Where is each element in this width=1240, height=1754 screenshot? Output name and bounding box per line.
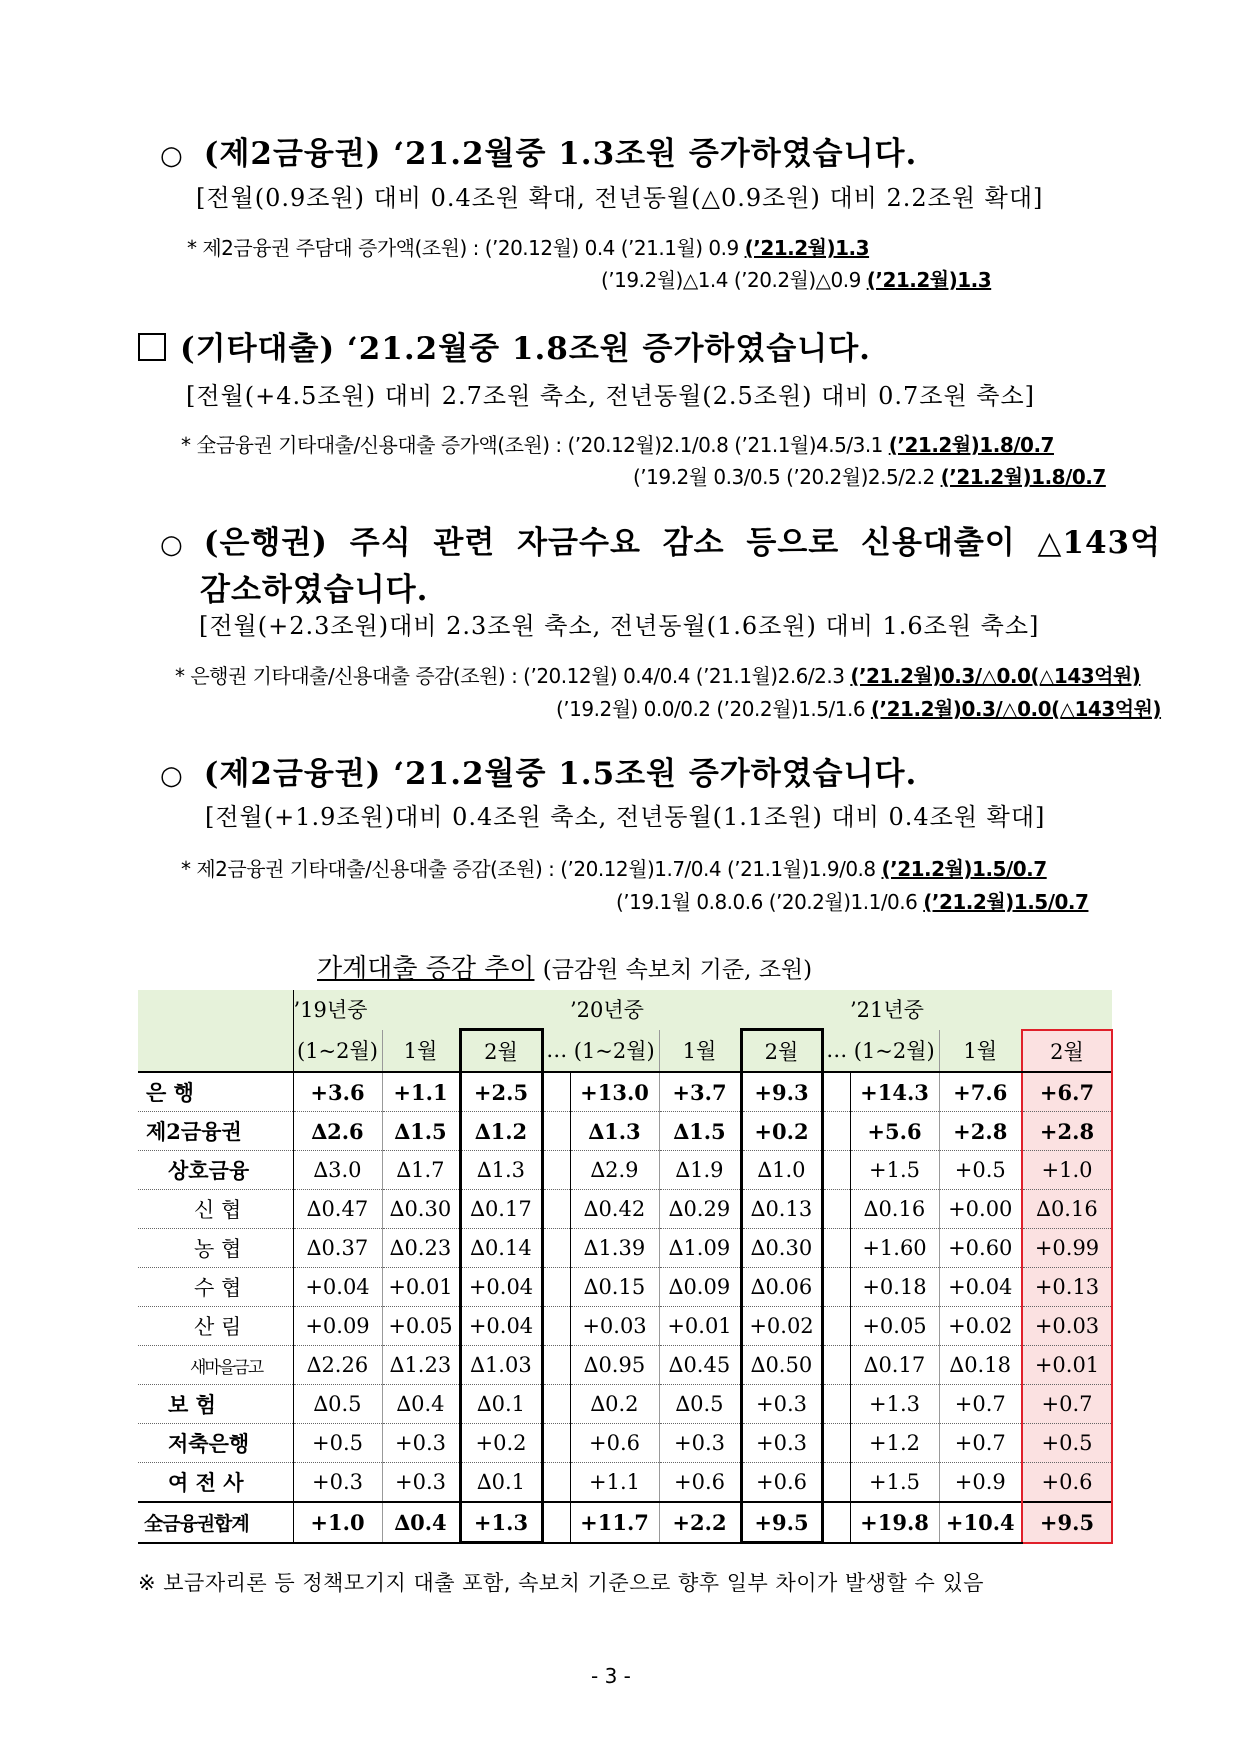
table-cell: +0.05 bbox=[382, 1307, 460, 1346]
table-cell: +0.04 bbox=[293, 1268, 382, 1307]
table-cell: +9.5 bbox=[1022, 1502, 1112, 1543]
gap-cell bbox=[822, 1463, 850, 1503]
note-text: (’19.2월) 0.0/0.2 (’20.2월)1.5/1.6 bbox=[556, 697, 871, 721]
gap-cell bbox=[822, 1385, 850, 1424]
header-feb-highlight: 2월 bbox=[1022, 1030, 1112, 1073]
table-cell: ∆0.2 bbox=[570, 1385, 659, 1424]
row-label: 보 험 bbox=[138, 1385, 293, 1424]
table-cell: +0.01 bbox=[659, 1307, 741, 1346]
table-cell: +10.4 bbox=[939, 1502, 1022, 1543]
table-cell: +0.2 bbox=[460, 1424, 542, 1463]
row-label: 全금융권합계 bbox=[138, 1502, 293, 1543]
table-cell: ∆3.0 bbox=[293, 1151, 382, 1190]
row-label: 저축은행 bbox=[138, 1424, 293, 1463]
gap-cell bbox=[822, 1268, 850, 1307]
section-heading: (제2금융권) ‘21.2월중 1.5조원 증가 bbox=[203, 756, 751, 792]
table-cell: +0.7 bbox=[939, 1424, 1022, 1463]
table-cell: ∆0.17 bbox=[850, 1346, 939, 1385]
table-cell: ∆0.14 bbox=[460, 1229, 542, 1268]
gap-cell bbox=[542, 1151, 570, 1190]
household-loan-table bbox=[138, 990, 1113, 1544]
table-cell: ∆0.13 bbox=[741, 1190, 822, 1229]
row-label: 제2금융권 bbox=[138, 1112, 293, 1151]
section-heading: (은행권) 주식 관련 자금수요 감소 등으로 신용대출이 △143억 bbox=[203, 525, 1162, 561]
gap-cell bbox=[822, 1190, 850, 1229]
gap-cell bbox=[542, 1385, 570, 1424]
section-2nd-finance-mortgage bbox=[160, 128, 917, 173]
section-note-line1 bbox=[175, 660, 1140, 689]
note-highlight: (’21.2월)1.8/0.7 bbox=[888, 433, 1054, 457]
section-note-line2 bbox=[601, 264, 991, 293]
table-cell: ∆0.4 bbox=[382, 1385, 460, 1424]
gap-cell bbox=[542, 1112, 570, 1151]
row-label: 수 협 bbox=[138, 1268, 293, 1307]
table-cell: ∆0.5 bbox=[659, 1385, 741, 1424]
table-cell: ∆1.5 bbox=[659, 1112, 741, 1151]
table-cell: ∆0.4 bbox=[382, 1502, 460, 1543]
note-text: (’19.2월)△1.4 (’20.2월)△0.9 bbox=[601, 268, 867, 292]
table-cell: +0.04 bbox=[460, 1268, 542, 1307]
header-feb: 2월 bbox=[741, 1030, 822, 1073]
table-cell: +0.3 bbox=[741, 1385, 822, 1424]
table-cell: +0.5 bbox=[1022, 1424, 1112, 1463]
table-cell: ∆0.29 bbox=[659, 1190, 741, 1229]
table-row bbox=[138, 1307, 1112, 1346]
header-period: (1~2월) bbox=[850, 1030, 939, 1073]
table-body bbox=[138, 1072, 1112, 1543]
note-text: * 全금융권 기타대출/신용대출 증가액(조원) : (’20.12월)2.1/0.8 (’21.1월)4.5/3.1 bbox=[181, 433, 889, 457]
table-row bbox=[138, 1190, 1112, 1229]
section-heading-tail: 하였습니다. bbox=[750, 756, 918, 792]
note-text: * 제2금융권 기타대출/신용대출 증감(조원) : (’20.12월)1.7/0.4 (’21.1월)1.9/0.8 bbox=[181, 857, 882, 881]
table-cell: +0.03 bbox=[570, 1307, 659, 1346]
bullet-circle: ○ bbox=[160, 141, 183, 171]
header-ellipsis: … bbox=[822, 1030, 850, 1073]
table-cell: ∆1.09 bbox=[659, 1229, 741, 1268]
table-cell: ∆2.26 bbox=[293, 1346, 382, 1385]
section-note-line2 bbox=[616, 886, 1088, 915]
table-cell: ∆0.15 bbox=[570, 1268, 659, 1307]
bullet-circle: ○ bbox=[160, 530, 183, 560]
header-group-2019: ’19년중 bbox=[293, 990, 542, 1030]
table-title-text: 가계대출 증감 추이 bbox=[317, 954, 535, 984]
header-period: (1~2월) bbox=[293, 1030, 382, 1073]
note-highlight: (’21.2월)1.5/0.7 bbox=[881, 857, 1047, 881]
table-row bbox=[138, 1229, 1112, 1268]
table-cell: +3.7 bbox=[659, 1072, 741, 1112]
table-cell: +0.5 bbox=[293, 1424, 382, 1463]
row-label: 산 림 bbox=[138, 1307, 293, 1346]
gap-cell bbox=[822, 1346, 850, 1385]
table-cell: +1.2 bbox=[850, 1424, 939, 1463]
table-cell: ∆0.16 bbox=[1022, 1190, 1112, 1229]
row-label: 새마을금고 bbox=[138, 1346, 293, 1385]
header-jan: 1월 bbox=[382, 1030, 460, 1073]
table-cell: ∆0.06 bbox=[741, 1268, 822, 1307]
table-row bbox=[138, 1385, 1112, 1424]
table-cell: +0.05 bbox=[850, 1307, 939, 1346]
table-cell: +1.3 bbox=[460, 1502, 542, 1543]
table-cell: +0.9 bbox=[939, 1463, 1022, 1503]
table-header-row1 bbox=[138, 990, 1112, 1030]
table-cell: ∆0.95 bbox=[570, 1346, 659, 1385]
table-cell: +13.0 bbox=[570, 1072, 659, 1112]
table-cell: +1.0 bbox=[1022, 1151, 1112, 1190]
gap-cell bbox=[822, 1072, 850, 1112]
footnote: ※ 보금자리론 등 정책모기지 대출 포함, 속보치 기준으로 향후 일부 차이가 발생할 수 있음 bbox=[138, 1571, 985, 1595]
table-cell: +0.6 bbox=[1022, 1463, 1112, 1503]
table-cell: +19.8 bbox=[850, 1502, 939, 1543]
section-subline: [전월(0.9조원) 대비 0.4조원 확대, 전년동월(△0.9조원) 대비 2.2조원 확대] bbox=[196, 184, 1044, 212]
table-cell: ∆0.16 bbox=[850, 1190, 939, 1229]
table-cell: +3.6 bbox=[293, 1072, 382, 1112]
note-text: (’19.1월 0.8.0.6 (’20.2월)1.1/0.6 bbox=[616, 890, 924, 914]
note-text: (’19.2월 0.3/0.5 (’20.2월)2.5/2.2 bbox=[633, 465, 941, 489]
note-text: * 제2금융권 주담대 증가액(조원) : (’20.12월) 0.4 (’21.1월) 0.9 bbox=[187, 236, 745, 260]
gap-cell bbox=[542, 1072, 570, 1112]
gap-cell bbox=[542, 1229, 570, 1268]
table-cell: +0.01 bbox=[382, 1268, 460, 1307]
section-other-loans bbox=[138, 323, 871, 368]
table-cell: +0.18 bbox=[850, 1268, 939, 1307]
table-cell: ∆1.39 bbox=[570, 1229, 659, 1268]
checkbox-square-icon bbox=[138, 333, 166, 361]
row-label: 여 전 사 bbox=[138, 1463, 293, 1503]
table-cell: ∆1.5 bbox=[382, 1112, 460, 1151]
table-cell: +0.04 bbox=[939, 1268, 1022, 1307]
table-cell: +0.6 bbox=[659, 1463, 741, 1503]
section-heading: (제2금융권) ‘21.2월중 1.3조원 증가 bbox=[203, 136, 751, 172]
header-corner bbox=[138, 990, 293, 1072]
table-unit: (금감원 속보치 기준, 조원) bbox=[542, 957, 813, 983]
table-cell: +0.04 bbox=[460, 1307, 542, 1346]
table-cell: +9.5 bbox=[741, 1502, 822, 1543]
table-cell: +14.3 bbox=[850, 1072, 939, 1112]
gap-cell bbox=[542, 1346, 570, 1385]
table-cell: ∆0.50 bbox=[741, 1346, 822, 1385]
header-gap bbox=[542, 990, 570, 1030]
gap-cell bbox=[822, 1151, 850, 1190]
table-row bbox=[138, 1463, 1112, 1503]
table-cell: +0.3 bbox=[382, 1424, 460, 1463]
table-cell: +0.02 bbox=[939, 1307, 1022, 1346]
table-cell: ∆0.45 bbox=[659, 1346, 741, 1385]
header-gap bbox=[822, 990, 850, 1030]
table-cell: +1.5 bbox=[850, 1151, 939, 1190]
note-highlight: (’21.2월)0.3/△0.0(△143억원) bbox=[870, 697, 1162, 721]
gap-cell bbox=[542, 1502, 570, 1543]
section-heading: (기타대출) ‘21.2월중 1.8조원 증가 bbox=[180, 331, 705, 367]
gap-cell bbox=[822, 1229, 850, 1268]
table-cell: ∆0.30 bbox=[382, 1190, 460, 1229]
table-cell: ∆0.30 bbox=[741, 1229, 822, 1268]
section-note-line2 bbox=[556, 693, 1161, 722]
table-cell: +0.6 bbox=[570, 1424, 659, 1463]
table-row bbox=[138, 1424, 1112, 1463]
table-cell: ∆0.37 bbox=[293, 1229, 382, 1268]
note-text: * 은행권 기타대출/신용대출 증감(조원) : (’20.12월) 0.4/0.4 (’21.1월)2.6/2.3 bbox=[175, 664, 851, 688]
table-title bbox=[317, 948, 812, 985]
gap-cell bbox=[822, 1112, 850, 1151]
table-cell: +5.6 bbox=[850, 1112, 939, 1151]
table-cell: +2.2 bbox=[659, 1502, 741, 1543]
section-subline: [전월(+2.3조원)대비 2.3조원 축소, 전년동월(1.6조원) 대비 1.6조원 축소] bbox=[199, 612, 1040, 640]
table-cell: +0.02 bbox=[741, 1307, 822, 1346]
note-highlight: (’21.2월)1.3 bbox=[866, 268, 992, 292]
table-cell: +0.7 bbox=[1022, 1385, 1112, 1424]
table-cell: +7.6 bbox=[939, 1072, 1022, 1112]
gap-cell bbox=[542, 1268, 570, 1307]
table-cell: +0.99 bbox=[1022, 1229, 1112, 1268]
header-feb: 2월 bbox=[460, 1030, 542, 1073]
table-cell: ∆1.7 bbox=[382, 1151, 460, 1190]
section-bank-credit bbox=[160, 517, 1161, 562]
table-cell: +0.5 bbox=[939, 1151, 1022, 1190]
page-number: - 3 - bbox=[591, 1664, 631, 1688]
note-highlight: (’21.2월)1.3 bbox=[744, 236, 870, 260]
table-cell: +2.8 bbox=[939, 1112, 1022, 1151]
table-cell: +1.1 bbox=[382, 1072, 460, 1112]
row-label: 신 협 bbox=[138, 1190, 293, 1229]
table-cell: +0.01 bbox=[1022, 1346, 1112, 1385]
note-highlight: (’21.2월)1.8/0.7 bbox=[940, 465, 1106, 489]
table-row bbox=[138, 1072, 1112, 1112]
table-cell: ∆1.23 bbox=[382, 1346, 460, 1385]
table-cell: +9.3 bbox=[741, 1072, 822, 1112]
note-highlight: (’21.2월)1.5/0.7 bbox=[923, 890, 1089, 914]
table-cell: +0.60 bbox=[939, 1229, 1022, 1268]
header-jan: 1월 bbox=[939, 1030, 1022, 1073]
section-note-line1 bbox=[181, 853, 1047, 882]
section-subline: [전월(+4.5조원) 대비 2.7조원 축소, 전년동월(2.5조원) 대비 0.7조원 축소] bbox=[186, 382, 1036, 410]
table-cell: ∆0.18 bbox=[939, 1346, 1022, 1385]
table-cell: ∆1.3 bbox=[570, 1112, 659, 1151]
table-cell: +1.1 bbox=[570, 1463, 659, 1503]
header-period: (1~2월) bbox=[570, 1030, 659, 1073]
table-cell: +0.3 bbox=[293, 1463, 382, 1503]
section-heading-line2: 감소하였습니다. bbox=[200, 572, 429, 608]
table-cell: +0.03 bbox=[1022, 1307, 1112, 1346]
table-cell: +0.3 bbox=[382, 1463, 460, 1503]
table-cell: +0.09 bbox=[293, 1307, 382, 1346]
bullet-circle: ○ bbox=[160, 761, 183, 791]
table-row bbox=[138, 1346, 1112, 1385]
table-cell: +11.7 bbox=[570, 1502, 659, 1543]
table-cell: ∆2.6 bbox=[293, 1112, 382, 1151]
row-label: 은 행 bbox=[138, 1072, 293, 1112]
table-cell: +6.7 bbox=[1022, 1072, 1112, 1112]
table-cell: +0.00 bbox=[939, 1190, 1022, 1229]
section-heading-tail: 하였습니다. bbox=[704, 331, 871, 367]
section-subline: [전월(+1.9조원)대비 0.4조원 축소, 전년동월(1.1조원) 대비 0.4조원 확대] bbox=[205, 803, 1046, 831]
table-cell: +0.2 bbox=[741, 1112, 822, 1151]
section-heading-tail: 하였습니다. bbox=[750, 136, 918, 172]
row-label: 농 협 bbox=[138, 1229, 293, 1268]
table-cell: ∆1.3 bbox=[460, 1151, 542, 1190]
header-group-2021: ’21년중 bbox=[850, 990, 1112, 1030]
table-row bbox=[138, 1268, 1112, 1307]
table-cell: ∆1.03 bbox=[460, 1346, 542, 1385]
section-2nd-finance-other bbox=[160, 748, 917, 793]
table-row bbox=[138, 1151, 1112, 1190]
table-cell: +2.5 bbox=[460, 1072, 542, 1112]
gap-cell bbox=[822, 1502, 850, 1543]
table-row bbox=[138, 1112, 1112, 1151]
table-cell: +1.0 bbox=[293, 1502, 382, 1543]
gap-cell bbox=[542, 1190, 570, 1229]
gap-cell bbox=[822, 1307, 850, 1346]
table-cell: +1.60 bbox=[850, 1229, 939, 1268]
table-cell: ∆2.9 bbox=[570, 1151, 659, 1190]
table-cell: +1.5 bbox=[850, 1463, 939, 1503]
table-row bbox=[138, 1502, 1112, 1543]
table-cell: ∆0.47 bbox=[293, 1190, 382, 1229]
table-cell: +1.3 bbox=[850, 1385, 939, 1424]
table-cell: ∆0.1 bbox=[460, 1385, 542, 1424]
table-cell: +0.3 bbox=[741, 1424, 822, 1463]
table-cell: +0.6 bbox=[741, 1463, 822, 1503]
table-cell: ∆1.0 bbox=[741, 1151, 822, 1190]
table-cell: +2.8 bbox=[1022, 1112, 1112, 1151]
table-cell: ∆0.1 bbox=[460, 1463, 542, 1503]
gap-cell bbox=[542, 1463, 570, 1503]
table-cell: +0.13 bbox=[1022, 1268, 1112, 1307]
section-note-line2 bbox=[633, 461, 1106, 490]
table-cell: ∆0.23 bbox=[382, 1229, 460, 1268]
row-label: 상호금융 bbox=[138, 1151, 293, 1190]
table-cell: ∆0.5 bbox=[293, 1385, 382, 1424]
table-cell: +0.7 bbox=[939, 1385, 1022, 1424]
table-cell: ∆1.9 bbox=[659, 1151, 741, 1190]
gap-cell bbox=[542, 1307, 570, 1346]
header-group-2020: ’20년중 bbox=[570, 990, 822, 1030]
header-ellipsis: … bbox=[542, 1030, 570, 1073]
gap-cell bbox=[822, 1424, 850, 1463]
section-note-line1 bbox=[181, 429, 1054, 458]
gap-cell bbox=[542, 1424, 570, 1463]
table-cell: ∆1.2 bbox=[460, 1112, 542, 1151]
note-highlight: (’21.2월)0.3/△0.0(△143억원) bbox=[850, 664, 1141, 688]
header-jan: 1월 bbox=[659, 1030, 741, 1073]
section-note-line1 bbox=[187, 232, 869, 261]
table-cell: +0.3 bbox=[659, 1424, 741, 1463]
table-cell: ∆0.42 bbox=[570, 1190, 659, 1229]
table-cell: ∆0.17 bbox=[460, 1190, 542, 1229]
table-cell: ∆0.09 bbox=[659, 1268, 741, 1307]
